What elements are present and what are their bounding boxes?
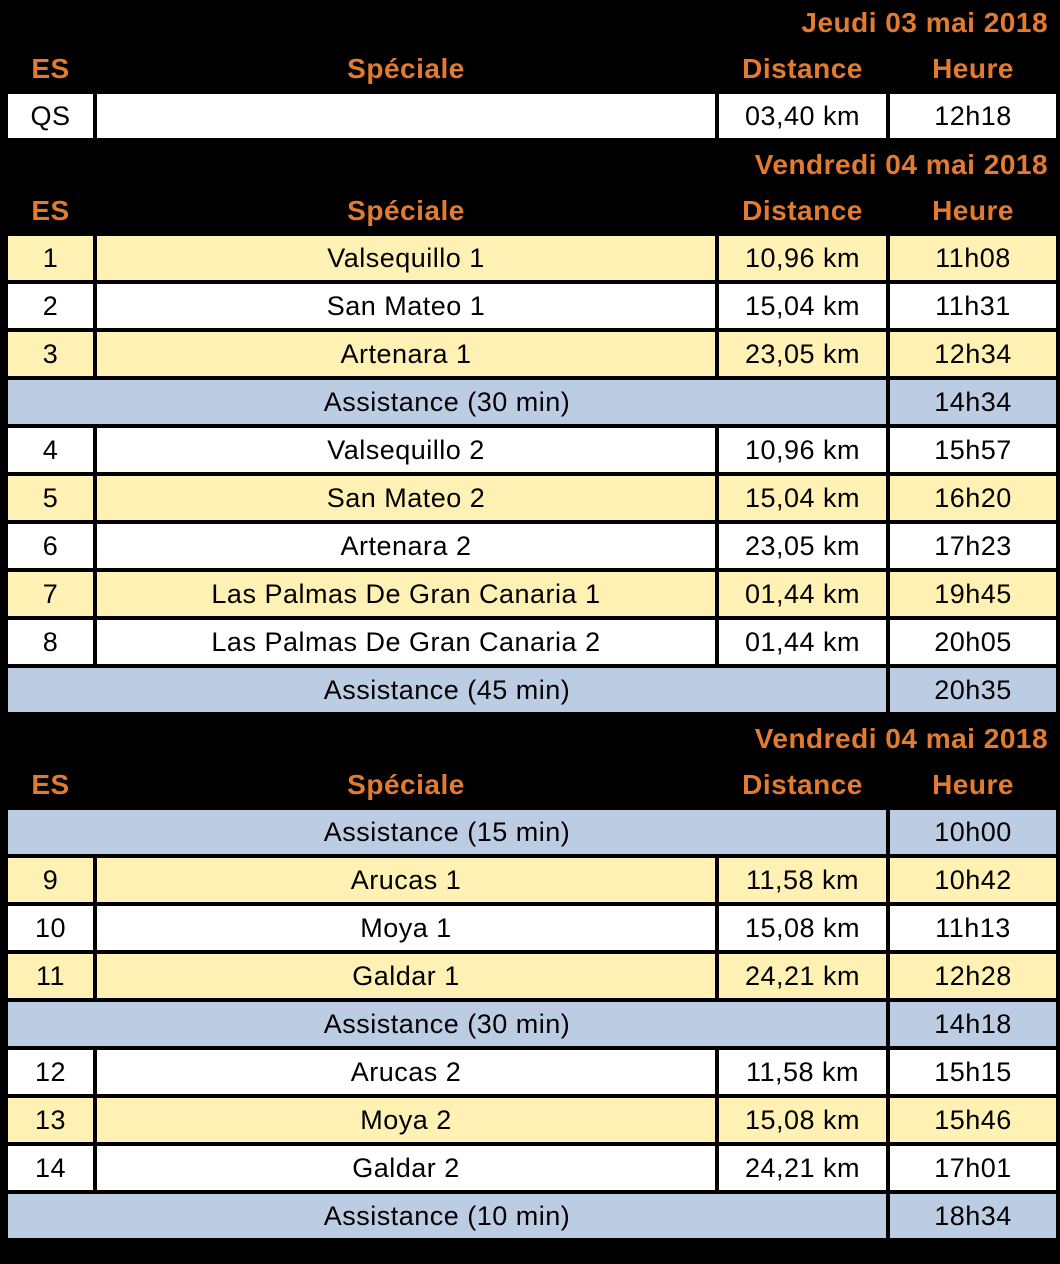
stage-number: 14: [8, 1146, 93, 1194]
stage-time: 15h57: [890, 428, 1056, 476]
stage-distance: 24,21 km: [719, 954, 886, 1002]
stage-time: 12h28: [890, 954, 1056, 1002]
stage-distance: 23,05 km: [719, 524, 886, 572]
assistance-label: Assistance (30 min): [8, 380, 886, 428]
stage-row: [8, 476, 1056, 524]
stage-row: [8, 906, 1056, 954]
stage-time: 12h34: [890, 332, 1056, 380]
assistance-time: 10h00: [890, 810, 1056, 858]
stage-time: 11h31: [890, 284, 1056, 332]
stage-row: [8, 332, 1056, 380]
assistance-row: [8, 1002, 1056, 1050]
stage-number: 2: [8, 284, 93, 332]
stage-number: 5: [8, 476, 93, 524]
stage-number: 1: [8, 236, 93, 284]
stage-distance: 15,04 km: [719, 284, 886, 332]
stage-distance: 11,58 km: [719, 1050, 886, 1098]
column-header-distance: Distance: [719, 190, 886, 236]
stage-time: 11h13: [890, 906, 1056, 954]
section-date-row: [8, 716, 1056, 764]
stage-number: 6: [8, 524, 93, 572]
stage-name: Galdar 2: [97, 1146, 715, 1194]
stage-row: [8, 284, 1056, 332]
assistance-time: 14h18: [890, 1002, 1056, 1050]
stage-time: 10h42: [890, 858, 1056, 906]
stage-number: 8: [8, 620, 93, 668]
stage-row: [8, 954, 1056, 1002]
section-date: Vendredi 04 mai 2018: [8, 716, 1056, 764]
column-header-distance: Distance: [719, 764, 886, 810]
stage-distance: 15,04 km: [719, 476, 886, 524]
stage-name: [97, 94, 715, 142]
stage-distance: 03,40 km: [719, 94, 886, 142]
stage-time: 17h23: [890, 524, 1056, 572]
column-header-speciale: Spéciale: [97, 190, 715, 236]
stage-row: [8, 1146, 1056, 1194]
stage-number: 10: [8, 906, 93, 954]
stage-time: 16h20: [890, 476, 1056, 524]
assistance-time: 14h34: [890, 380, 1056, 428]
stage-number: 11: [8, 954, 93, 1002]
assistance-label: Assistance (10 min): [8, 1194, 886, 1242]
column-header-es: ES: [8, 764, 93, 810]
assistance-time: 20h35: [890, 668, 1056, 716]
stage-distance: 24,21 km: [719, 1146, 886, 1194]
stage-row: [8, 94, 1056, 142]
stage-distance: 11,58 km: [719, 858, 886, 906]
stage-time: 11h08: [890, 236, 1056, 284]
rally-schedule-table: [4, 0, 1060, 1242]
column-header-heure: Heure: [890, 190, 1056, 236]
stage-row: [8, 236, 1056, 284]
column-header-speciale: Spéciale: [97, 48, 715, 94]
stage-distance: 01,44 km: [719, 620, 886, 668]
stage-distance: 15,08 km: [719, 1098, 886, 1146]
stage-time: 17h01: [890, 1146, 1056, 1194]
assistance-row: [8, 668, 1056, 716]
stage-name: San Mateo 1: [97, 284, 715, 332]
section-date-row: [8, 0, 1056, 48]
stage-time: 20h05: [890, 620, 1056, 668]
stage-row: [8, 858, 1056, 906]
stage-time: 15h15: [890, 1050, 1056, 1098]
stage-time: 15h46: [890, 1098, 1056, 1146]
stage-row: [8, 1098, 1056, 1146]
column-header-heure: Heure: [890, 764, 1056, 810]
assistance-time: 18h34: [890, 1194, 1056, 1242]
stage-name: Arucas 2: [97, 1050, 715, 1098]
assistance-label: Assistance (15 min): [8, 810, 886, 858]
stage-name: Moya 1: [97, 906, 715, 954]
section-date-row: [8, 142, 1056, 190]
column-header-heure: Heure: [890, 48, 1056, 94]
stage-row: [8, 524, 1056, 572]
column-header-distance: Distance: [719, 48, 886, 94]
stage-distance: 01,44 km: [719, 572, 886, 620]
stage-number: 9: [8, 858, 93, 906]
stage-name: Artenara 1: [97, 332, 715, 380]
stage-row: [8, 1050, 1056, 1098]
assistance-label: Assistance (45 min): [8, 668, 886, 716]
stage-distance: 15,08 km: [719, 906, 886, 954]
stage-number: QS: [8, 94, 93, 142]
stage-name: Artenara 2: [97, 524, 715, 572]
stage-number: 4: [8, 428, 93, 476]
stage-row: [8, 620, 1056, 668]
stage-number: 3: [8, 332, 93, 380]
stage-name: Las Palmas De Gran Canaria 1: [97, 572, 715, 620]
stage-row: [8, 572, 1056, 620]
column-header-es: ES: [8, 190, 93, 236]
column-header-row: [8, 764, 1056, 810]
column-header-speciale: Spéciale: [97, 764, 715, 810]
stage-name: San Mateo 2: [97, 476, 715, 524]
stage-name: Las Palmas De Gran Canaria 2: [97, 620, 715, 668]
section-date: Jeudi 03 mai 2018: [8, 0, 1056, 48]
column-header-row: [8, 48, 1056, 94]
stage-number: 13: [8, 1098, 93, 1146]
stage-time: 19h45: [890, 572, 1056, 620]
assistance-row: [8, 380, 1056, 428]
stage-distance: 23,05 km: [719, 332, 886, 380]
stage-name: Moya 2: [97, 1098, 715, 1146]
section-date: Vendredi 04 mai 2018: [8, 142, 1056, 190]
column-header-es: ES: [8, 48, 93, 94]
assistance-row: [8, 810, 1056, 858]
stage-number: 12: [8, 1050, 93, 1098]
stage-name: Valsequillo 1: [97, 236, 715, 284]
assistance-row: [8, 1194, 1056, 1242]
stage-number: 7: [8, 572, 93, 620]
stage-name: Arucas 1: [97, 858, 715, 906]
stage-row: [8, 428, 1056, 476]
schedule-body: [8, 0, 1056, 1242]
assistance-label: Assistance (30 min): [8, 1002, 886, 1050]
stage-distance: 10,96 km: [719, 428, 886, 476]
stage-time: 12h18: [890, 94, 1056, 142]
stage-distance: 10,96 km: [719, 236, 886, 284]
column-header-row: [8, 190, 1056, 236]
stage-name: Valsequillo 2: [97, 428, 715, 476]
stage-name: Galdar 1: [97, 954, 715, 1002]
